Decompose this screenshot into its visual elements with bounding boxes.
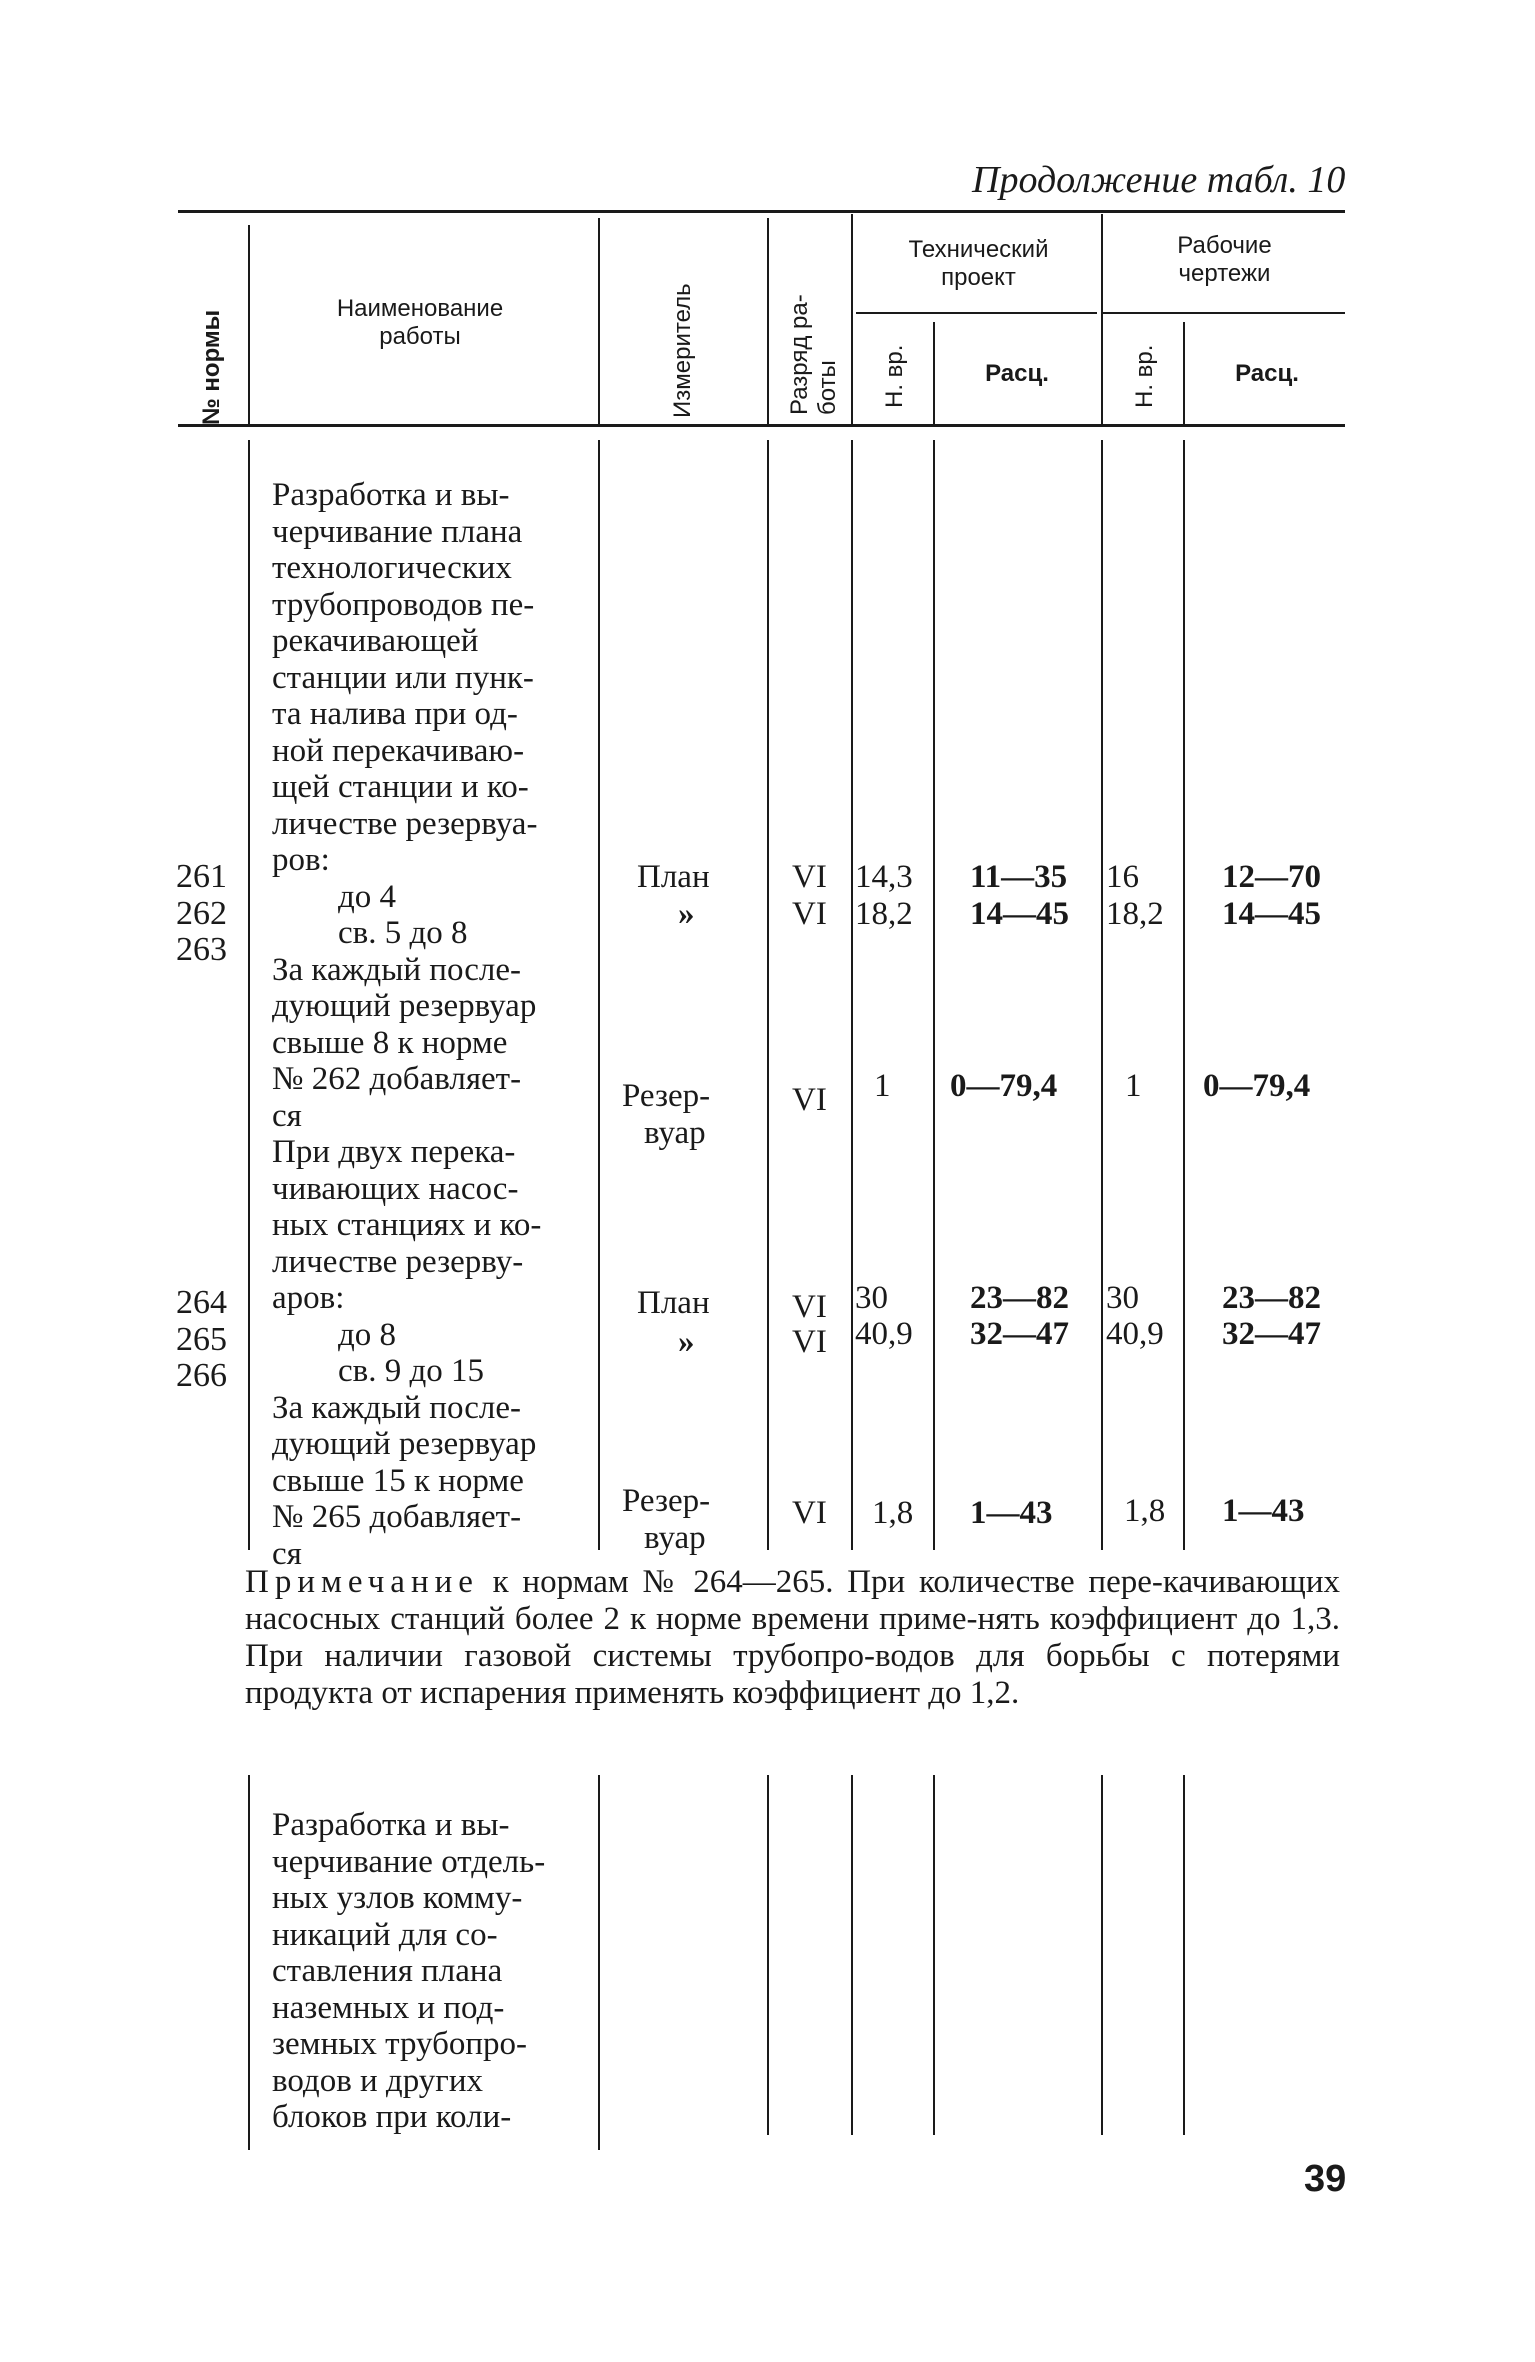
desc-line: дующий резервуар bbox=[272, 988, 537, 1024]
desc-line: блоков при коли- bbox=[272, 2099, 512, 2135]
desc-line: щей станции и ко- bbox=[272, 769, 529, 805]
body-divider bbox=[1183, 1775, 1185, 2135]
grade-cell: VI bbox=[792, 1289, 827, 1325]
header-work-line2: чертежи bbox=[1178, 260, 1271, 287]
desc-line: ся bbox=[272, 1535, 302, 1572]
unit-cell: План bbox=[637, 859, 710, 895]
body-divider bbox=[598, 440, 600, 1550]
unit-cell: » bbox=[678, 896, 695, 932]
header-work-line1: Рабочие bbox=[1177, 232, 1272, 259]
unit-line: Резер- bbox=[622, 1078, 711, 1114]
work-rate-cell: 32—47 bbox=[1222, 1316, 1321, 1352]
body-divider bbox=[1101, 440, 1103, 1550]
header-divider bbox=[598, 218, 600, 424]
norm-number: 266 bbox=[176, 1357, 227, 1394]
header-work-time: Н. вр. bbox=[1131, 344, 1158, 408]
desc-line: При двух перека- bbox=[272, 1134, 516, 1170]
unit-cell bbox=[622, 1078, 710, 1151]
unit-line: вуар bbox=[644, 1114, 706, 1151]
desc-line: технологических bbox=[272, 550, 512, 586]
desc-line: до 4 bbox=[338, 878, 397, 915]
desc-line: ставления плана bbox=[272, 1953, 503, 1989]
header-top-rule bbox=[178, 210, 1345, 213]
tech-subheader-rule bbox=[856, 312, 1097, 314]
norm-number: 263 bbox=[176, 931, 227, 968]
desc-line: ной перекачиваю- bbox=[272, 732, 525, 769]
tech-rate-cell: 32—47 bbox=[970, 1316, 1069, 1352]
header-number-of-norm: № нормы bbox=[198, 309, 225, 425]
desc-line: личестве резервуа- bbox=[272, 805, 538, 842]
desc-line: За каждый после- bbox=[272, 1389, 522, 1426]
unit-line: вуар bbox=[644, 1519, 706, 1556]
desc-line: Разработка и вы- bbox=[272, 477, 510, 513]
header-tech-line1: Технический bbox=[908, 236, 1049, 263]
desc-line: ров: bbox=[272, 842, 330, 878]
desc-line: ных станциях и ко- bbox=[272, 1207, 542, 1243]
desc-line: № 265 добавляет- bbox=[272, 1499, 522, 1535]
header-grade-line1: Разряд ра- bbox=[786, 294, 813, 415]
tech-time-cell: 30 bbox=[855, 1280, 888, 1316]
header-divider bbox=[851, 214, 853, 424]
desc-line: дующий резервуар bbox=[272, 1426, 537, 1462]
work-rate-cell: 1—43 bbox=[1222, 1493, 1305, 1529]
tech-time-cell: 1 bbox=[874, 1068, 891, 1104]
work-time-cell: 1,8 bbox=[1124, 1493, 1166, 1529]
work-rate-cell: 14—45 bbox=[1222, 896, 1321, 932]
header-divider bbox=[248, 225, 250, 424]
desc-line: та налива при од- bbox=[272, 696, 518, 732]
body-divider bbox=[933, 440, 935, 1550]
work-rate-cell: 0—79,4 bbox=[1203, 1068, 1311, 1104]
desc-line: свыше 15 к норме bbox=[272, 1462, 524, 1499]
desc-line: личестве резерву- bbox=[272, 1243, 524, 1280]
desc-line: № 262 добавляет- bbox=[272, 1061, 522, 1097]
header-work-name-line2: работы bbox=[379, 323, 461, 350]
header-work-drawings bbox=[1104, 232, 1345, 288]
note-text: к нормам № 264—265. При количестве пере-качивающих насосных станций более 2 к норме времени приме-нять коэффициент до 1,3. При наличии газовой системы трубопро-водов для борьбы с потерями продукта от испарения применять коэффициент до 1,2. bbox=[245, 1564, 1340, 1711]
header-divider bbox=[933, 322, 935, 424]
desc-line: св. 5 до 8 bbox=[338, 915, 468, 951]
header-work-name-line1: Наименование bbox=[336, 295, 504, 322]
unit-cell: » bbox=[678, 1324, 695, 1360]
work-description bbox=[272, 477, 588, 1572]
norm-number: 264 bbox=[176, 1284, 227, 1321]
desc-line: земных трубопро- bbox=[272, 2026, 528, 2062]
work-rate-cell: 23—82 bbox=[1222, 1280, 1321, 1316]
header-work-rate: Расц. bbox=[1235, 360, 1299, 387]
grade-cell: VI bbox=[792, 1082, 827, 1118]
desc-line: свыше 8 к норме bbox=[272, 1024, 508, 1061]
norm-number: 265 bbox=[176, 1321, 227, 1358]
grade-cell: VI bbox=[792, 896, 827, 932]
tech-rate-cell: 14—45 bbox=[970, 896, 1069, 932]
header-divider bbox=[767, 218, 769, 424]
tech-rate-cell: 23—82 bbox=[970, 1280, 1069, 1316]
body-divider bbox=[851, 440, 853, 1550]
unit-line: Резер- bbox=[622, 1483, 711, 1519]
desc-line: трубопроводов пе- bbox=[272, 586, 535, 623]
tech-rate-cell: 11—35 bbox=[970, 859, 1068, 895]
desc-line: до 8 bbox=[338, 1316, 397, 1353]
work-subheader-rule bbox=[1101, 312, 1345, 314]
tech-time-cell: 18,2 bbox=[855, 896, 913, 932]
work-rate-cell: 12—70 bbox=[1222, 859, 1321, 895]
desc-line: водов и других bbox=[272, 2062, 483, 2099]
work-time-cell: 1 bbox=[1125, 1068, 1142, 1104]
table-caption: Продолжение табл. 10 bbox=[972, 159, 1346, 201]
grade-cell: VI bbox=[792, 1324, 827, 1360]
header-tech-rate: Расц. bbox=[985, 360, 1049, 387]
body-divider bbox=[851, 1775, 853, 2135]
desc-line: Разработка и вы- bbox=[272, 1807, 510, 1843]
desc-line: ных узлов комму- bbox=[272, 1880, 523, 1916]
norm-number: 262 bbox=[176, 895, 227, 932]
unit-cell: План bbox=[637, 1285, 710, 1321]
grade-cell: VI bbox=[792, 1495, 827, 1531]
desc-line: рекачивающей bbox=[272, 623, 479, 659]
body-divider bbox=[1183, 440, 1185, 1550]
header-unit: Измеритель bbox=[669, 283, 696, 418]
work-time-cell: 30 bbox=[1106, 1280, 1139, 1316]
desc-line: наземных и под- bbox=[272, 1989, 505, 2026]
desc-line: станции или пунк- bbox=[272, 659, 534, 696]
header-divider bbox=[1183, 322, 1185, 424]
work-time-cell: 40,9 bbox=[1106, 1316, 1164, 1352]
desc-line: чивающих насос- bbox=[272, 1170, 519, 1207]
desc-line: За каждый после- bbox=[272, 951, 522, 988]
desc-line: ся bbox=[272, 1097, 302, 1134]
body-divider bbox=[933, 1775, 935, 2135]
grade-cell: VI bbox=[792, 859, 827, 895]
desc-line: св. 9 до 15 bbox=[338, 1353, 485, 1389]
work-time-cell: 16 bbox=[1106, 859, 1139, 895]
header-tech-line2: проект bbox=[941, 264, 1016, 291]
header-tech-time: Н. вр. bbox=[881, 344, 908, 408]
tech-time-cell: 1,8 bbox=[872, 1495, 914, 1531]
tech-time-cell: 40,9 bbox=[855, 1316, 913, 1352]
body-divider bbox=[767, 440, 769, 1550]
norm-number: 261 bbox=[176, 858, 227, 895]
body-divider bbox=[248, 440, 250, 1550]
body-divider bbox=[598, 1775, 600, 2150]
header-grade-line2: боты bbox=[814, 360, 841, 415]
unit-cell bbox=[622, 1483, 710, 1556]
tech-time-cell: 14,3 bbox=[855, 859, 913, 895]
header-divider bbox=[1101, 214, 1103, 424]
note-lead: Примечание bbox=[245, 1564, 479, 1600]
header-work-name bbox=[300, 295, 540, 351]
header-bottom-rule bbox=[178, 424, 1345, 427]
page-number: 39 bbox=[1304, 2158, 1347, 2200]
desc-line: черчивание отдель- bbox=[272, 1843, 546, 1880]
body-divider bbox=[767, 1775, 769, 2135]
body-divider bbox=[1101, 1775, 1103, 2135]
work-description bbox=[272, 1807, 588, 2136]
desc-line: черчивание плана bbox=[272, 513, 523, 550]
tech-rate-cell: 1—43 bbox=[970, 1495, 1053, 1531]
desc-line: никаций для со- bbox=[272, 1916, 498, 1953]
work-time-cell: 18,2 bbox=[1106, 896, 1164, 932]
header-tech-project bbox=[856, 236, 1101, 292]
table-note bbox=[245, 1564, 1340, 1712]
desc-line: аров: bbox=[272, 1280, 345, 1316]
tech-rate-cell: 0—79,4 bbox=[950, 1068, 1058, 1104]
body-divider bbox=[248, 1775, 250, 2150]
